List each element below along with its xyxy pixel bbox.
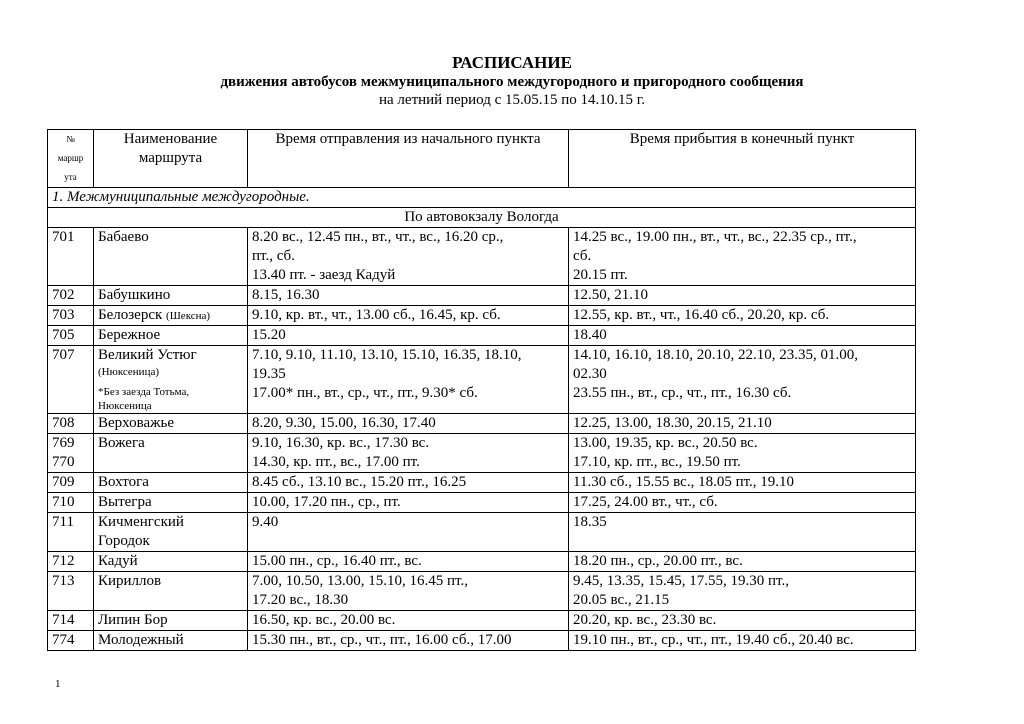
departure-line: 8.15, 16.30 (252, 287, 320, 303)
departure-times (248, 306, 569, 326)
header-arrival: Время прибытия в конечный пункт (569, 130, 916, 188)
arrival-line: сб. (573, 248, 592, 264)
arrival-times (569, 552, 916, 572)
arrival-times (569, 572, 916, 611)
route-number-line: 702 (52, 287, 75, 303)
station-row (48, 208, 916, 228)
route-number (48, 286, 94, 306)
arrival-times (569, 473, 916, 493)
route-number (48, 493, 94, 513)
departure-times (248, 611, 569, 631)
arrival-line: 12.25, 13.00, 18.30, 20.15, 21.10 (573, 415, 772, 431)
departure-line: 8.20, 9.30, 15.00, 16.30, 17.40 (252, 415, 436, 431)
route-name (94, 346, 248, 414)
route-name-note: Нюксеница (98, 400, 152, 412)
route-number-line: 708 (52, 415, 75, 431)
arrival-line: 20.05 вс., 21.15 (573, 592, 670, 608)
route-number-line: 769 (52, 435, 75, 451)
departure-times (248, 434, 569, 473)
route-name-note: *Без заезда Тотьма, (98, 386, 190, 398)
departure-times (248, 286, 569, 306)
header-departure: Время отправления из начального пункта (248, 130, 569, 188)
arrival-times (569, 631, 916, 651)
route-number-line: 705 (52, 327, 75, 343)
table-header-row (48, 130, 916, 188)
route-number-line: 770 (52, 454, 75, 470)
page-number: 1 (55, 678, 61, 690)
route-number-line: 711 (52, 514, 74, 530)
departure-times (248, 414, 569, 434)
table-row (48, 473, 916, 493)
arrival-line: 12.55, кр. вт., чт., 16.40 сб., 20.20, кр. сб. (573, 307, 830, 323)
arrival-line: 02.30 (573, 366, 607, 382)
departure-line: 8.45 сб., 13.10 вс., 15.20 пт., 16.25 (252, 474, 467, 490)
route-number (48, 473, 94, 493)
route-number-line: 774 (52, 632, 75, 648)
arrival-line: 18.20 пн., ср., 20.00 пт., вс. (573, 553, 743, 569)
arrival-times (569, 611, 916, 631)
header-num-line: № (66, 134, 75, 144)
header-route-name (94, 130, 248, 188)
arrival-line: 20.15 пт. (573, 267, 628, 283)
departure-line: пт., сб. (252, 248, 295, 264)
route-number (48, 552, 94, 572)
departure-line: 9.10, 16.30, кр. вс., 17.30 вс. (252, 435, 430, 451)
document-title: РАСПИСАНИЕ (452, 53, 572, 72)
table-row (48, 434, 916, 473)
departure-line: 14.30, кр. пт., вс., 17.00 пт. (252, 454, 420, 470)
table-row (48, 611, 916, 631)
route-name-line: Кадуй (98, 553, 138, 569)
header-name-line: маршрута (138, 150, 203, 166)
arrival-line: 23.55 пн., вт., ср., чт., пт., 16.30 сб. (573, 385, 792, 401)
arrival-line: 9.45, 13.35, 15.45, 17.55, 19.30 пт., (573, 573, 789, 589)
route-number (48, 631, 94, 651)
document-subtitle: движения автобусов межмуниципального междугородного и пригородного сообщения (220, 74, 804, 90)
section-title: 1. Межмуниципальные междугородные. (48, 188, 916, 208)
arrival-times (569, 414, 916, 434)
route-number (48, 228, 94, 286)
route-name (94, 572, 248, 611)
header-num-line: маршр (57, 153, 84, 163)
route-number-line: 713 (52, 573, 75, 589)
route-number (48, 434, 94, 473)
route-number-line: 714 (52, 612, 75, 628)
arrival-times (569, 493, 916, 513)
departure-line: 15.00 пн., ср., 16.40 пт., вс. (252, 553, 422, 569)
arrival-line: 14.10, 16.10, 18.10, 20.10, 22.10, 23.35, 01.00, (573, 347, 858, 363)
route-name (94, 493, 248, 513)
departure-times (248, 572, 569, 611)
table-row (48, 286, 916, 306)
departure-times (248, 346, 569, 414)
period-line: на летний период с 15.05.15 по 14.10.15 г. (378, 92, 646, 108)
departure-line: 16.50, кр. вс., 20.00 вс. (252, 612, 396, 628)
table-row (48, 631, 916, 651)
arrival-line: 20.20, кр. вс., 23.30 вс. (573, 612, 717, 628)
route-name-line: Вытегра (98, 494, 152, 510)
departure-times (248, 326, 569, 346)
route-number (48, 346, 94, 414)
header-num-line: ута (64, 172, 77, 182)
table-row (48, 326, 916, 346)
departure-line: 17.20 вс., 18.30 (252, 592, 349, 608)
route-number-line: 709 (52, 474, 75, 490)
arrival-line: 13.00, 19.35, кр. вс., 20.50 вс. (573, 435, 758, 451)
route-number (48, 306, 94, 326)
section-row (48, 188, 916, 208)
arrival-times (569, 434, 916, 473)
route-number-line: 701 (52, 229, 75, 245)
departure-times (248, 552, 569, 572)
route-number (48, 611, 94, 631)
departure-times (248, 631, 569, 651)
route-number-line: 710 (52, 494, 75, 510)
route-name (94, 631, 248, 651)
route-name-note: (Шексна) (166, 310, 211, 322)
route-name-line: Бережное (98, 327, 161, 343)
table-row (48, 306, 916, 326)
route-name-line: Кичменгский (98, 514, 184, 530)
table-row (48, 493, 916, 513)
arrival-times (569, 513, 916, 552)
arrival-times (569, 326, 916, 346)
route-name-line: Молодежный (98, 632, 184, 648)
route-name (94, 611, 248, 631)
route-number (48, 326, 94, 346)
route-name-line: Липин Бор (98, 612, 168, 628)
arrival-times (569, 306, 916, 326)
arrival-times (569, 228, 916, 286)
route-name-note: (Нюксеница) (98, 366, 159, 378)
departure-times (248, 493, 569, 513)
route-name (94, 286, 248, 306)
route-number (48, 513, 94, 552)
departure-line: 9.10, кр. вт., чт., 13.00 сб., 16.45, кр. сб. (252, 307, 501, 323)
departure-line: 17.00* пн., вт., ср., чт., пт., 9.30* сб. (252, 385, 478, 401)
arrival-line: 12.50, 21.10 (573, 287, 648, 303)
departure-line: 7.00, 10.50, 13.00, 15.10, 16.45 пт., (252, 573, 468, 589)
route-number-line: 703 (52, 307, 75, 323)
table-row (48, 513, 916, 552)
arrival-line: 19.10 пн., вт., ср., чт., пт., 19.40 сб., 20.40 вс. (573, 632, 854, 648)
station-title: По автовокзалу Вологда (48, 208, 916, 228)
route-name-line: Вожега (98, 435, 145, 451)
route-name (94, 326, 248, 346)
arrival-line: 18.40 (573, 327, 607, 343)
arrival-line: 14.25 вс., 19.00 пн., вт., чт., вс., 22.35 ср., пт., (573, 229, 857, 245)
arrival-line: 11.30 сб., 15.55 вс., 18.05 пт., 19.10 (573, 474, 795, 490)
route-number (48, 572, 94, 611)
departure-line: 9.40 (252, 514, 279, 530)
departure-times (248, 228, 569, 286)
arrival-line: 17.25, 24.00 вт., чт., сб. (573, 494, 718, 510)
route-number-line: 712 (52, 553, 75, 569)
arrival-line: 17.10, кр. пт., вс., 19.50 пт. (573, 454, 741, 470)
route-name-line: Великий Устюг (98, 347, 197, 363)
departure-times (248, 513, 569, 552)
table-row (48, 346, 916, 414)
route-number (48, 414, 94, 434)
route-name-line: Вохтога (98, 474, 149, 490)
table-row (48, 572, 916, 611)
arrival-times (569, 346, 916, 414)
route-number-line: 707 (52, 347, 75, 363)
departure-line: 15.30 пн., вт., ср., чт., пт., 16.00 сб., 17.00 (252, 632, 512, 648)
departure-line: 15.20 (252, 327, 286, 343)
table-row (48, 228, 916, 286)
schedule-table (47, 129, 916, 651)
route-name (94, 228, 248, 286)
arrival-line: 18.35 (573, 514, 607, 530)
route-name-line: Бабаево (98, 229, 149, 245)
route-name (94, 434, 248, 473)
route-name-line: Кириллов (98, 573, 162, 589)
departure-line: 8.20 вс., 12.45 пн., вт., чт., вс., 16.20 ср., (252, 229, 504, 245)
departure-line: 10.00, 17.20 пн., ср., пт. (252, 494, 401, 510)
route-name (94, 306, 248, 326)
route-name (94, 552, 248, 572)
route-name (94, 513, 248, 552)
header-route-number (48, 130, 94, 188)
departure-line: 7.10, 9.10, 11.10, 13.10, 15.10, 16.35, 18.10, (252, 347, 522, 363)
table-row (48, 552, 916, 572)
route-name (94, 414, 248, 434)
route-name-line: Городок (98, 533, 150, 549)
arrival-times (569, 286, 916, 306)
route-name-line: Верховажье (98, 415, 174, 431)
departure-line: 19.35 (252, 366, 286, 382)
header-name-line: Наименование (123, 131, 218, 147)
route-name-line: Белозерск (98, 307, 163, 323)
table-row (48, 414, 916, 434)
departure-line: 13.40 пт. - заезд Кадуй (252, 267, 396, 283)
departure-times (248, 473, 569, 493)
route-name-line: Бабушкино (98, 287, 171, 303)
route-name (94, 473, 248, 493)
